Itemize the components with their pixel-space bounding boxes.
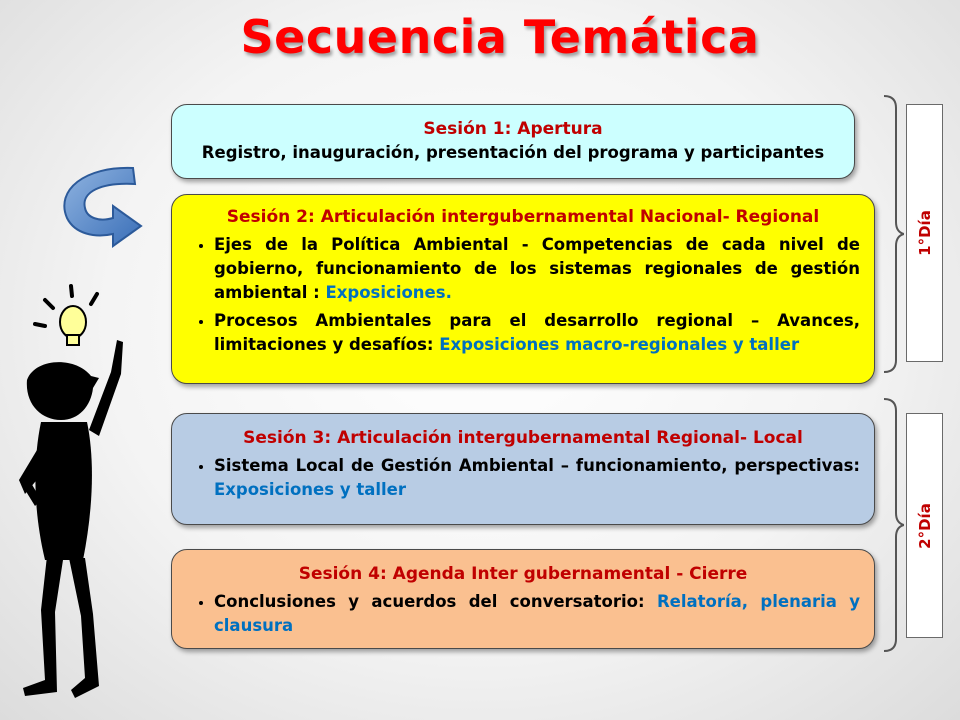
day-2-label: 2°Día (915, 502, 934, 549)
session-2-list (186, 233, 860, 357)
slide-title: Secuencia Temática (240, 10, 760, 64)
session-1-heading: Sesión 1: Apertura (423, 119, 603, 139)
lightbulb-icon (35, 286, 97, 345)
list-item: • Conclusiones y acuerdos del conversatorio: Relatoría, plenaria y clausura (214, 590, 860, 638)
curved-arrow-icon (55, 160, 145, 255)
list-item: • Sistema Local de Gestión Ambiental – funcionamiento, perspectivas: Exposiciones y taller (214, 454, 860, 502)
session-1-box (171, 104, 855, 179)
day-2-box (906, 413, 943, 638)
session-4-box (171, 549, 875, 649)
day-2-brace (870, 395, 904, 655)
session-4-heading: Sesión 4: Agenda Inter gubernamental - Cierre (298, 564, 748, 584)
session-2-heading: Sesión 2: Articulación intergubernamental Nacional- Regional (226, 207, 820, 227)
day-1-label: 1°Día (915, 210, 934, 256)
session-3-list (186, 454, 860, 502)
session-4-list (186, 590, 860, 638)
session-3-box (171, 413, 875, 525)
day-1-brace (870, 92, 904, 377)
session-1-body: Registro, inauguración, presentación del programa y participantes (201, 143, 825, 162)
day-1-box (906, 104, 943, 362)
session-3-heading: Sesión 3: Articulación intergubernamental Regional- Local (243, 428, 803, 448)
stick-figure-icon (5, 280, 165, 710)
session-2-box (171, 194, 875, 384)
list-item: • Procesos Ambientales para el desarrollo regional – Avances, limitaciones y desafíos: Exposiciones macro-regionales y taller (214, 309, 860, 357)
list-item: • Ejes de la Política Ambiental - Competencias de cada nivel de gobierno, funcionamiento de los sistemas regionales de gestión ambiental : Exposiciones. (214, 233, 860, 305)
